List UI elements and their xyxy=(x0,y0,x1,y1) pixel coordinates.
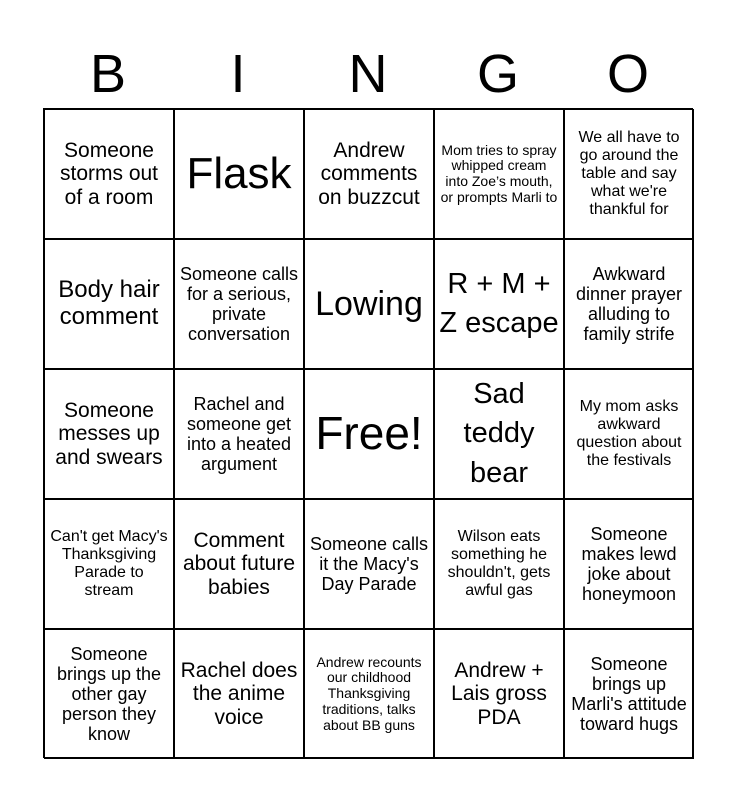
bingo-cell[interactable] xyxy=(434,629,564,759)
bingo-cell-text: Mom tries to spray whipped cream into Zoe’s mouth, or prompts Marli to xyxy=(440,141,558,205)
bingo-cell[interactable] xyxy=(434,369,564,499)
bingo-cell-text: Can't get Macy's Thanksgiving Parade to stream xyxy=(50,528,168,599)
bingo-cell[interactable] xyxy=(44,239,174,369)
bingo-cell-text: Rachel and someone get into a heated argument xyxy=(186,393,292,475)
header-letter-o: O xyxy=(606,44,649,104)
bingo-cell[interactable] xyxy=(434,239,564,369)
bingo-cell[interactable] xyxy=(564,109,694,239)
bingo-cell-text: Someone calls it the Macy's Day Parade xyxy=(309,533,429,595)
bingo-cell[interactable] xyxy=(174,369,304,499)
bingo-cell-text: Sad teddy bear xyxy=(463,378,535,489)
bingo-cell-text: Rachel does the anime voice xyxy=(180,658,298,729)
bingo-cell[interactable] xyxy=(304,239,434,369)
bingo-cell-text: Someone brings up the other gay person they know xyxy=(56,643,162,745)
bingo-cell-text: Someone makes lewd joke about honeymoon xyxy=(581,523,677,605)
bingo-cell-text: Someone storms out of a room xyxy=(59,138,159,209)
bingo-cell-text: My mom asks awkward question about the festivals xyxy=(576,398,682,469)
bingo-cell-text: Andrew recounts our childhood Thanksgiving traditions, talks about BB guns xyxy=(316,653,422,733)
bingo-cell[interactable] xyxy=(174,239,304,369)
bingo-cell-text: Someone brings up Marli's attitude toward hugs xyxy=(571,653,687,735)
bingo-cell[interactable] xyxy=(174,629,304,759)
bingo-cell-text: Wilson eats something he shouldn't, gets awful gas xyxy=(447,528,551,599)
bingo-cell[interactable] xyxy=(44,629,174,759)
header-letter-n: N xyxy=(348,44,388,104)
bingo-cell-text: Flask xyxy=(186,149,292,199)
bingo-cell-text: Awkward dinner prayer alluding to family strife xyxy=(575,263,683,345)
header-letter-b: B xyxy=(89,44,127,104)
bingo-cell[interactable] xyxy=(174,109,304,239)
bingo-cell-text: Free! xyxy=(315,407,423,460)
bingo-cell[interactable] xyxy=(434,499,564,629)
bingo-cell[interactable] xyxy=(564,239,694,369)
bingo-header xyxy=(43,40,693,108)
bingo-cell[interactable] xyxy=(174,499,304,629)
bingo-cell-text: Lowing xyxy=(315,284,423,323)
bingo-cell-text: R + M + Z escape xyxy=(439,267,559,339)
bingo-cell-text: We all have to go around the table and say what we're thankful for xyxy=(578,129,680,218)
bingo-cell-text: Someone messes up and swears xyxy=(55,398,163,469)
bingo-cell[interactable] xyxy=(304,629,434,759)
bingo-cell-text: Comment about future babies xyxy=(182,528,296,599)
bingo-cell[interactable] xyxy=(304,109,434,239)
bingo-cell-text: Someone calls for a serious, private conversation xyxy=(179,263,299,345)
header-letter-g: G xyxy=(476,44,519,104)
bingo-cell[interactable] xyxy=(44,109,174,239)
bingo-cell[interactable] xyxy=(44,369,174,499)
header-letter-i: I xyxy=(230,44,246,104)
bingo-cell-text: Andrew comments on buzzcut xyxy=(318,138,420,209)
bingo-cell[interactable] xyxy=(304,499,434,629)
bingo-grid xyxy=(43,108,693,758)
bingo-cell[interactable] xyxy=(434,109,564,239)
bingo-cell[interactable] xyxy=(564,499,694,629)
free-space-cell[interactable] xyxy=(304,369,434,499)
bingo-cell-text: Andrew + Lais gross PDA xyxy=(451,658,547,729)
bingo-cell[interactable] xyxy=(44,499,174,629)
bingo-cell[interactable] xyxy=(564,629,694,759)
bingo-cell-text: Body hair comment xyxy=(58,276,160,330)
bingo-cell[interactable] xyxy=(564,369,694,499)
